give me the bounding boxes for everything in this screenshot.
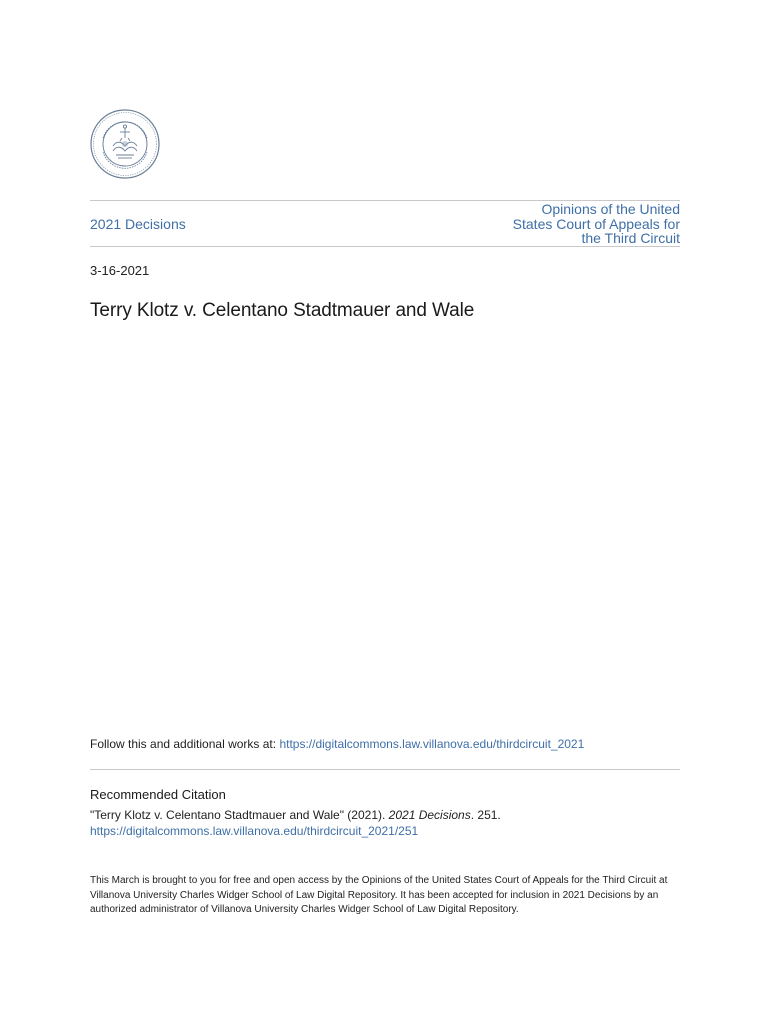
citation-heading: Recommended Citation: [90, 787, 226, 802]
header-bottom-rule: [90, 246, 680, 247]
citation-block: [90, 807, 501, 839]
citation-text-start: "Terry Klotz v. Celentano Stadtmauer and Wale" (2021).: [90, 808, 389, 822]
collection-link[interactable]: 2021 Decisions: [90, 216, 186, 232]
follow-line: [90, 737, 584, 751]
follow-rule: [90, 769, 680, 770]
follow-link[interactable]: https://digitalcommons.law.villanova.edu/thirdcircuit_2021: [279, 737, 585, 751]
publication-date: 3-16-2021: [90, 263, 150, 278]
footer-notice: This March is brought to you for free and open access by the Opinions of the United States Court of Appeals for the Third Circuit at Villanova University Charles Widger School of Law Digital Repository. It has been accepted for inclusion in 2021 Decisions by an authorized administrator of Villanova University Charles Widger School of Law Digital Repository.: [90, 875, 668, 915]
citation-collection: 2021 Decisions: [388, 808, 471, 822]
series-link[interactable]: Opinions of the United States Court of Appeals for the Third Circuit: [512, 201, 680, 246]
document-title: Terry Klotz v. Celentano Stadtmauer and Wale: [90, 300, 475, 321]
citation-text-end: . 251.: [470, 808, 501, 822]
university-seal-icon: [89, 108, 161, 180]
follow-prefix: Follow this and additional works at:: [90, 737, 280, 751]
citation-link[interactable]: https://digitalcommons.law.villanova.edu/thirdcircuit_2021/251: [90, 824, 419, 838]
